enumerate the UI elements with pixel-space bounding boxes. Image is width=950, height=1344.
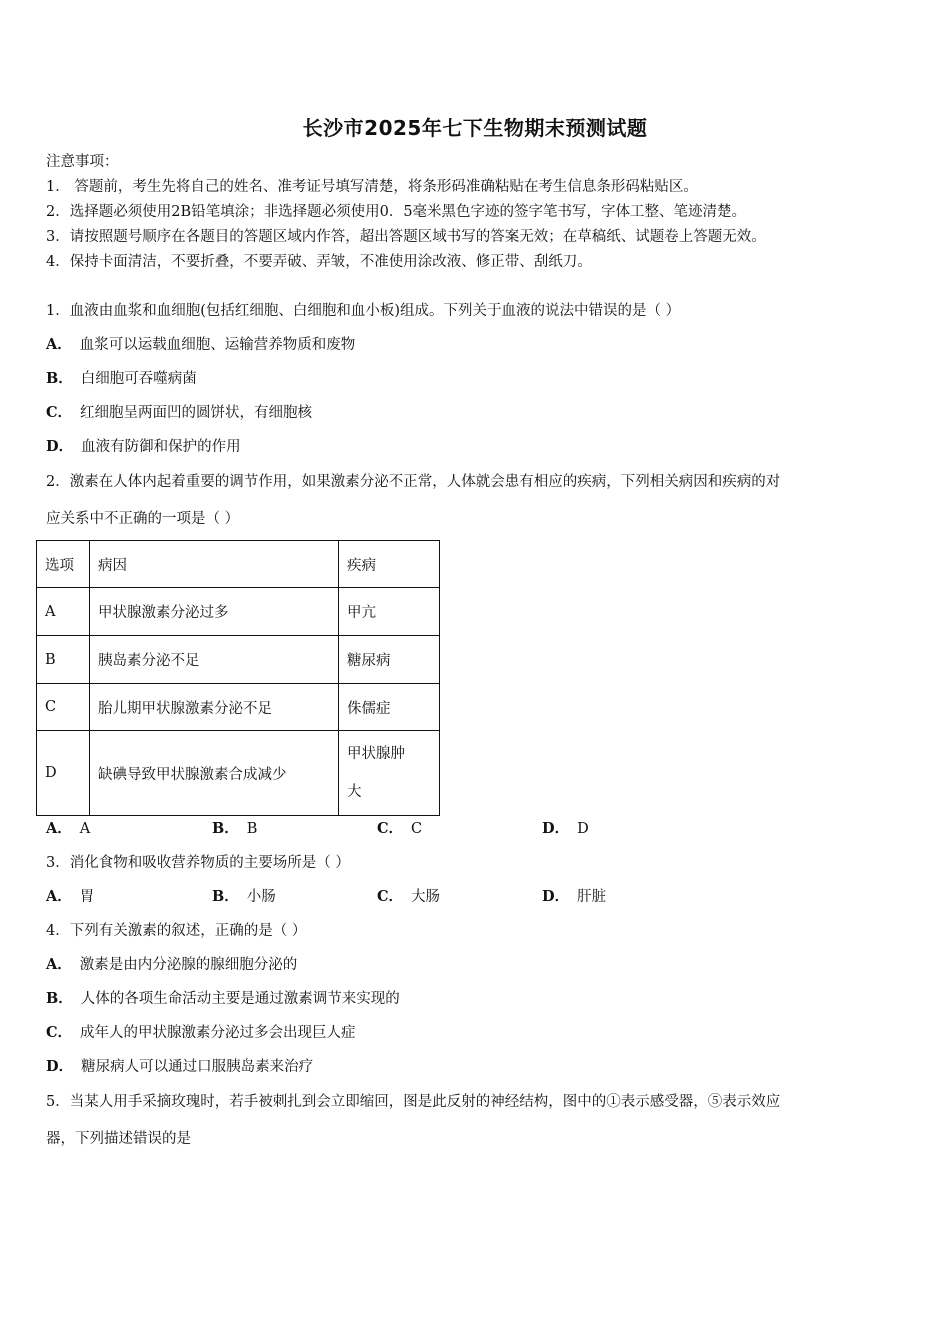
option-text: 小肠 <box>246 889 276 905</box>
option-label: A． <box>46 956 72 973</box>
option-text: 肝脏 <box>577 889 607 905</box>
option-text: 胃 <box>79 889 95 905</box>
q3-option-d <box>542 887 606 907</box>
option-text: 激素是由内分泌腺的腺细胞分泌的 <box>79 957 298 973</box>
q2-option-a <box>46 819 90 839</box>
option-label: B． <box>46 370 73 387</box>
q3-stem: 3．消化食物和吸收营养物质的主要场所是（ ） <box>46 855 350 871</box>
option-label: B． <box>212 888 239 905</box>
notice-item-3: 3．请按照题号顺序在各题目的答题区域内作答，超出答题区域书写的答案无效；在草稿纸、试题卷上答题无效。 <box>46 229 766 245</box>
table-cell: 甲亢 <box>339 588 440 636</box>
option-text: 红细胞呈两面凹的圆饼状，有细胞核 <box>80 405 313 421</box>
option-label: D． <box>46 438 74 455</box>
notice-item-4: 4．保持卡面清洁，不要折叠，不要弄破、弄皱，不准使用涂改液、修正带、刮纸刀。 <box>46 254 592 270</box>
option-label: C． <box>46 1024 73 1041</box>
option-text: 白细胞可吞噬病菌 <box>80 371 197 387</box>
table-cell: 胎儿期甲状腺激素分泌不足 <box>90 684 339 731</box>
table-cell: 糖尿病 <box>339 636 440 684</box>
q2-option-b <box>212 819 257 839</box>
q1-option-d <box>46 437 241 457</box>
page-title: 长沙市2025年七下生物期末预测试题 <box>302 116 648 140</box>
q2-stem-line2: 应关系中不正确的一项是（ ） <box>46 511 240 527</box>
table-cell: 侏儒症 <box>339 684 440 731</box>
option-text: D <box>577 821 589 837</box>
option-text: 大肠 <box>411 889 441 905</box>
q5-stem-line2: 器，下列描述错误的是 <box>46 1131 191 1147</box>
notice-item-2: 2．选择题必须使用2B铅笔填涂；非选择题必须使用0．5毫米黑色字迹的签字笔书写，字体工整、笔迹清楚。 <box>46 204 747 220</box>
q2-table <box>36 540 440 816</box>
table-header-cell: 选项 <box>37 541 90 588</box>
q4-option-a <box>46 955 297 975</box>
q1-option-c <box>46 403 312 423</box>
q2-option-d <box>542 819 589 839</box>
q1-option-b <box>46 369 197 389</box>
table-header-cell: 病因 <box>90 541 339 588</box>
q4-option-c <box>46 1023 356 1043</box>
option-label: B． <box>46 990 73 1007</box>
option-text: 糖尿病人可以通过口服胰岛素来治疗 <box>81 1059 314 1075</box>
notice-heading: 注意事项： <box>46 154 119 170</box>
table-cell: 胰岛素分泌不足 <box>90 636 339 684</box>
table-header-cell: 疾病 <box>339 541 440 588</box>
cell-line: 甲状腺肿 <box>347 746 405 762</box>
option-label: C． <box>377 888 404 905</box>
table-cell: A <box>37 588 90 636</box>
q4-stem: 4．下列有关激素的叙述，正确的是（ ） <box>46 923 307 939</box>
option-text: 血浆可以运载血细胞、运输营养物质和废物 <box>79 337 356 353</box>
option-label: B． <box>212 820 239 837</box>
option-text: C <box>411 821 423 837</box>
q5-stem-line1: 5．当某人用手采摘玫瑰时，若手被刺扎到会立即缩回，图是此反射的神经结构，图中的①表示感受器，⑤表示效应 <box>46 1094 781 1110</box>
option-text: 人体的各项生命活动主要是通过激素调节来实现的 <box>80 991 400 1007</box>
table-row <box>37 684 440 731</box>
option-label: A． <box>46 820 72 837</box>
option-label: C． <box>46 404 73 421</box>
q1-option-a <box>46 335 355 355</box>
q4-option-b <box>46 989 400 1009</box>
table-cell: 缺碘导致甲状腺激素合成减少 <box>90 731 339 816</box>
q3-option-c <box>377 887 440 907</box>
option-label: C． <box>377 820 404 837</box>
option-text: 成年人的甲状腺激素分泌过多会出现巨人症 <box>80 1025 356 1041</box>
table-cell: D <box>37 731 90 816</box>
q3-option-a <box>46 887 94 907</box>
option-text: A <box>79 821 91 837</box>
table-cell <box>339 731 440 816</box>
option-label: D． <box>542 820 570 837</box>
option-label: A． <box>46 888 72 905</box>
option-text: B <box>246 821 258 837</box>
q2-stem-line1: 2．激素在人体内起着重要的调节作用，如果激素分泌不正常，人体就会患有相应的疾病，下列相关病因和疾病的对 <box>46 474 781 490</box>
table-cell: B <box>37 636 90 684</box>
q2-option-c <box>377 819 422 839</box>
option-label: D． <box>46 1058 74 1075</box>
option-label: D． <box>542 888 570 905</box>
q3-option-b <box>212 887 276 907</box>
table-row <box>37 636 440 684</box>
option-text: 血液有防御和保护的作用 <box>81 439 241 455</box>
option-label: A． <box>46 336 72 353</box>
notice-item-1: 1． 答题前，考生先将自己的姓名、准考证号填写清楚，将条形码准确粘贴在考生信息条形码粘贴区。 <box>46 179 698 195</box>
cell-line: 大 <box>347 784 362 800</box>
table-cell: C <box>37 684 90 731</box>
q4-option-d <box>46 1057 313 1077</box>
table-cell: 甲状腺激素分泌过多 <box>90 588 339 636</box>
q1-stem: 1．血液由血浆和血细胞(包括红细胞、白细胞和血小板)组成。下列关于血液的说法中错误的是（ ） <box>46 303 681 319</box>
table-row <box>37 588 440 636</box>
table-header-row <box>37 541 440 588</box>
table-row <box>37 731 440 816</box>
